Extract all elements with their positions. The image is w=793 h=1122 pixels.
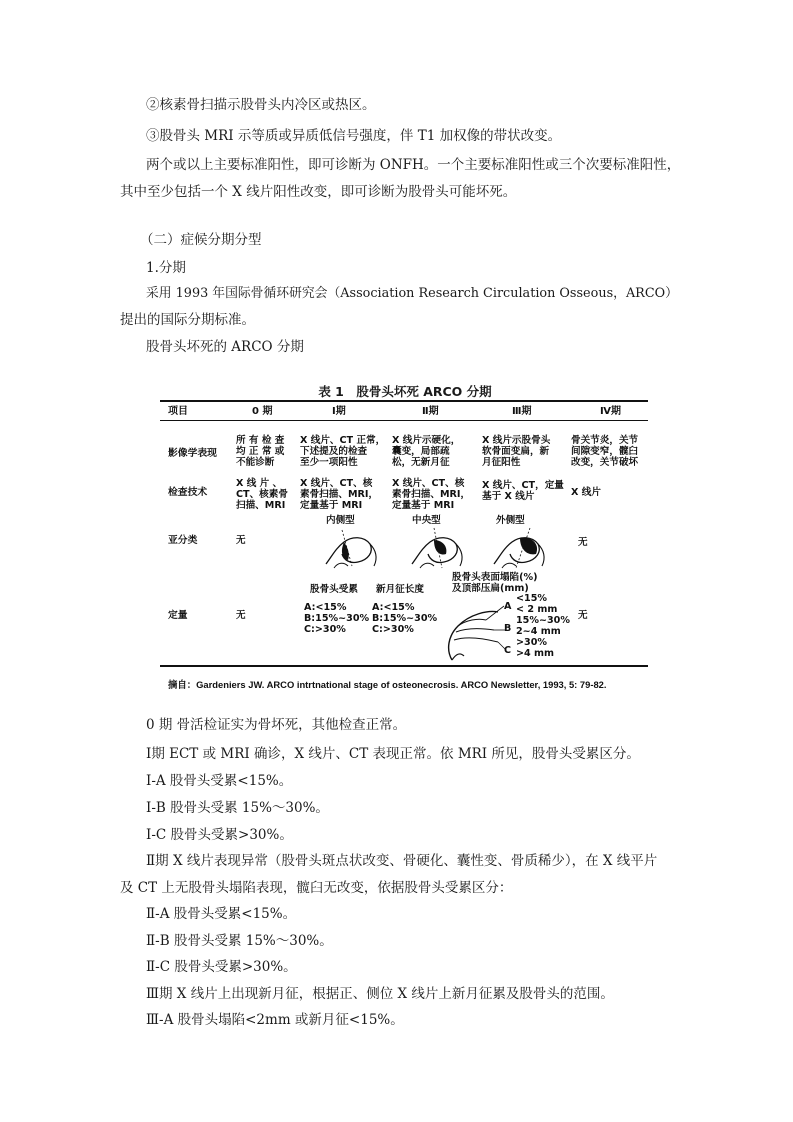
row-label-technique: 检查技术: [168, 487, 208, 498]
section-subheading: 1.分期: [146, 260, 186, 276]
header-stage-0: 0 期: [252, 406, 273, 417]
section-heading: （二）症候分期分型: [140, 232, 262, 248]
table-rule-header: [160, 420, 648, 421]
subclass-stage-4: 无: [578, 537, 588, 548]
quantity-stage-1: A:<15% B:15%~30% C:>30%: [304, 602, 370, 635]
header-stage-3: Ⅲ期: [512, 406, 532, 417]
quantity-header-collapse: 股骨头表面塌陷(%) 及顶部压扁(mm): [452, 572, 538, 594]
paragraph-line: 提出的国际分期标准。: [120, 312, 255, 328]
paragraph-line: Ⅰ-C 股骨头受累>30%。: [146, 827, 293, 843]
technique-stage-3: X 线片、CT，定量 基于 X 线片: [482, 480, 564, 502]
imaging-stage-4: 骨关节炎，关节 间隙变窄，髋臼 改变，关节破坏: [571, 435, 639, 468]
table-source-note: 摘自：Gardeniers JW. ARCO intrtnational stage of osteonecrosis. ARCO Newsletter, 1993, 5: 79-82.: [168, 679, 607, 690]
header-stage-2: Ⅱ期: [422, 406, 439, 417]
paragraph-line: 采用 1993 年国际骨循环研究会（Association Research Circulation Osseous，ARCO）: [146, 286, 678, 301]
subclass-stage-0: 无: [236, 535, 246, 546]
technique-stage-2: X 线片、CT、核 素骨扫描、MRI， 定量基于 MRI: [392, 478, 471, 511]
paragraph-line: 两个或以上主要标准阳性，即可诊断为 ONFH。一个主要标准阳性或三个次要标准阳性，: [146, 157, 681, 173]
subtype-lateral-label: 外侧型: [496, 515, 525, 526]
quantity-stage-4: 无: [578, 610, 588, 621]
paragraph-line: ②核素骨扫描示股骨头内冷区或热区。: [146, 97, 376, 113]
paragraph-line: Ⅲ-A 股骨头塌陷<2mm 或新月征<15%。: [146, 1012, 404, 1028]
paragraph-line: 其中至少包括一个 X 线片阳性改变，即可诊断为股骨头可能坏死。: [120, 184, 517, 200]
paragraph-line: ③股骨头 MRI 示等质或异质低信号强度，伴 T1 加权像的带状改变。: [146, 128, 562, 144]
paragraph-line: Ⅰ-B 股骨头受累 15%～30%。: [146, 800, 329, 816]
quantity-header-involvement: 股骨头受累: [310, 584, 358, 595]
femoral-head-central-diagram: [408, 526, 468, 570]
collapse-values: <15% < 2 mm 15%~30% 2~4 mm >30% >4 mm: [516, 593, 570, 659]
paragraph-line: Ⅰ-A 股骨头受累<15%。: [146, 773, 293, 789]
paragraph-line: Ⅲ期 X 线片上出现新月征，根据正、侧位 X 线片上新月征累及股骨头的范围。: [146, 986, 614, 1002]
row-label-imaging: 影像学表现: [168, 448, 217, 459]
collapse-letter-c: C: [504, 645, 512, 656]
arco-staging-table: [160, 380, 650, 700]
imaging-stage-1: X 线片、CT 正常， 下述提及的检查 至少一项阳性: [300, 435, 386, 468]
imaging-stage-0: 所 有 检 查 均 正 常 或 不能诊断: [236, 435, 285, 468]
table-rule-top: [160, 400, 648, 402]
quantity-header-crescent: 新月征长度: [376, 584, 424, 595]
header-stage-4: Ⅳ期: [600, 406, 621, 417]
paragraph-line: Ⅱ-B 股骨头受累 15%～30%。: [146, 933, 333, 949]
table-rule-bottom: [160, 665, 648, 667]
paragraph-line: 0 期 骨活检证实为骨坏死，其他检查正常。: [146, 717, 407, 733]
table-caption: 股骨头坏死的 ARCO 分期: [146, 339, 304, 355]
subtype-central-label: 中央型: [412, 515, 441, 526]
collapse-grade-diagram: [442, 600, 512, 662]
collapse-letter-b: B: [504, 623, 512, 634]
paragraph-line: Ⅰ期 ECT 或 MRI 确诊，X 线片、CT 表现正常。依 MRI 所见，股骨头受累区分。: [146, 746, 640, 762]
row-label-quantity: 定量: [168, 610, 188, 621]
header-item: 项目: [168, 406, 188, 417]
paragraph-line: Ⅱ期 X 线片表现异常（股骨头斑点状改变、骨硬化、囊性变、骨质稀少），在 X 线平片: [146, 853, 658, 869]
femoral-head-lateral-diagram: [490, 526, 550, 570]
table-title: 表 1 股骨头坏死 ARCO 分期: [318, 384, 492, 399]
paragraph-line: Ⅱ-A 股骨头受累<15%。: [146, 906, 297, 922]
imaging-stage-3: X 线片示股骨头 软骨面变扁，新 月征阳性: [482, 435, 551, 468]
quantity-stage-2: A:<15% B:15%~30% C:>30%: [372, 602, 438, 635]
technique-stage-4: X 线片: [571, 487, 601, 498]
header-stage-1: Ⅰ期: [332, 406, 346, 417]
technique-stage-1: X 线片、CT、核 素骨扫描、MRI， 定量基于 MRI: [300, 478, 379, 511]
imaging-stage-2: X 线片示硬化， 囊变，局部疏 松，无新月征: [392, 435, 461, 468]
subtype-medial-label: 内侧型: [326, 515, 355, 526]
femoral-head-medial-diagram: [322, 526, 382, 570]
technique-stage-0: X 线 片 、 CT、核素骨 扫描、MRI: [236, 478, 288, 511]
row-label-subclass: 亚分类: [168, 535, 198, 546]
paragraph-line: 及 CT 上无股骨头塌陷表现，髋臼无改变，依据股骨头受累区分：: [120, 880, 513, 896]
collapse-letter-a: A: [504, 601, 512, 612]
quantity-stage-0: 无: [236, 610, 246, 621]
paragraph-line: Ⅱ-C 股骨头受累>30%。: [146, 959, 297, 975]
